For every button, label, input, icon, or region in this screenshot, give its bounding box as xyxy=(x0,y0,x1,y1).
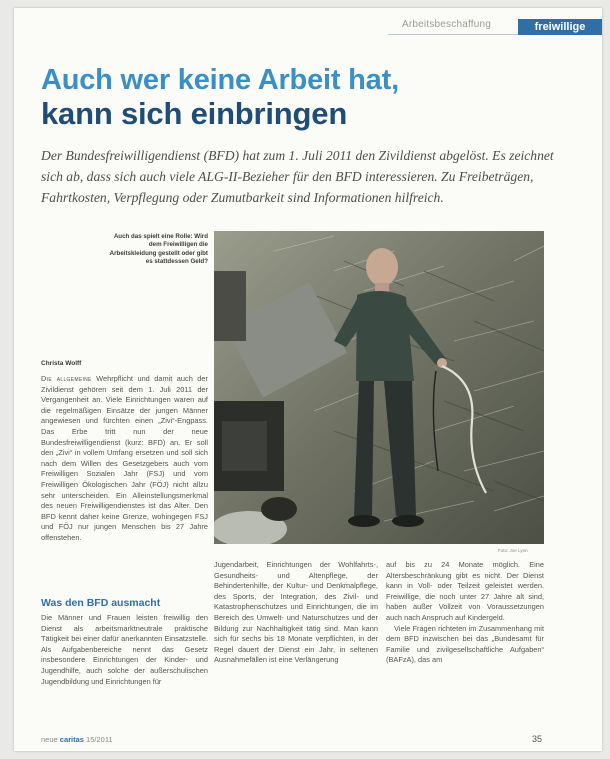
headline-line-2: kann sich einbringen xyxy=(41,96,348,131)
body-column-2: Jugendarbeit, Einrichtungen der Wohlfahrts-, Gesundheits- und Altenpflege, der Behindertenhilfe, der Kultur- und Denkmalpflege, des Sports, der Integration, des Zivil- und Katastrophenschutzes und Einrichtungen, die im Bereich des Umwelt- und Naturschutzes und der Bildung zur Nachhaltigkeit tätig sind. Man kann sich für sechs bis 18 Monate verpflichten, in der Regel dauert der Dienst ein Jahr, in seltenen Ausnahmefällen ist eine Verlängerung xyxy=(214,560,378,665)
lead-in: Die allgemeine xyxy=(41,374,92,383)
footer-brand xyxy=(41,735,113,744)
paragraph: Viele Fragen richteten im Zusammenhang mit dem BFD inzwischen bei das „Bundesamt für Familie und zivilgesellschaftliche Aufgaben“ (BAFzA), das am xyxy=(386,623,544,665)
section-badge: freiwillige xyxy=(518,19,602,35)
body-column-1-continued: Die Männer und Frauen leisten freiwillig den Dienst als arbeitsmarktneutrale praktische Tätigkeit bei einer dafür anerkannten Einsatzstelle. Als Aufgabenbereiche nennt das Gesetz insbesondere Einrichtungen der Kinder- und Jugendhilfe, auch solche der außerschulischen Jugendbildung und Einrichtungen für xyxy=(41,613,208,686)
issue-number: 15/2011 xyxy=(83,735,113,744)
headline-line-1: Auch wer keine Arbeit hat, xyxy=(41,64,399,96)
page-number: 35 xyxy=(532,734,543,744)
body-text: Wehrpflicht und damit auch der Zivildienst gehören seit dem 1. Juli 2011 der Vergangenheit an. Viele Einrichtungen waren auf die regelmäßigen Einsätze der jungen Männer angewiesen und fürchten einen „Zivi“-Engpass. Das Erbe tritt nun der neue Bundesfreiwilligendienst (kurz: BFD) an. Er soll den „Zivi“ in vollem Umfang ersetzen und soll sich nach dem Willen des Gesetzgebers auch vom Freiwilligen Sozialen Jahr (FSJ) und vom Freiwilligen Ökologischen Jahr (FÖJ) nicht allzu sehr unterscheiden. Ein Alleinstellungsmerkmal des neuen Freiwilligendienstes ist das Alter. Den BFD kennt daher keine Grenze, wohingegen FSJ und FÖJ nur jungen Menschen bis 27 Jahre offenstehen. xyxy=(41,374,208,542)
article-photo xyxy=(214,231,544,544)
photo-credit: Foto: Joe Lynn xyxy=(498,548,528,553)
paragraph: auf bis zu 24 Monate möglich. Eine Altersbeschränkung gibt es nicht. Der Dienst kann in Voll- oder Teilzeit geleistet werden. Freiwillige, die noch unter 27 Jahre alt sind, haben außer Vollzeit von Voraussetzungen auch nach Anspruch auf Kindergeld. xyxy=(386,560,544,622)
body-column-1 xyxy=(41,374,208,584)
lead-paragraph: Der Bundesfreiwilligendienst (BFD) hat zum 1. Juli 2011 den Zivildienst abgelöst. Es zeichnet sich ab, dass sich auch viele ALG-II-Bezieher für den BFD interessieren. Zu Freibeträgen, Fahrtkosten, Verpflegung oder Zumutbarkeit sind Informationen hilfreich. xyxy=(41,148,554,205)
photo-caption: Auch das spielt eine Rolle: Wird dem Freiwilligen die Arbeitskleidung gestellt oder gibt es stattdessen Geld? xyxy=(109,233,208,266)
brand-name: caritas xyxy=(59,735,84,744)
photo-man-woodchipper-icon xyxy=(214,231,544,544)
author-name: Christa Wolff xyxy=(41,360,82,367)
section-heading: Was den BFD ausmacht xyxy=(41,597,161,609)
section-label: Arbeitsbeschaffung xyxy=(402,19,492,30)
magazine-page xyxy=(14,8,602,751)
body-column-3 xyxy=(386,560,544,732)
brand-prefix: neue xyxy=(41,735,60,744)
